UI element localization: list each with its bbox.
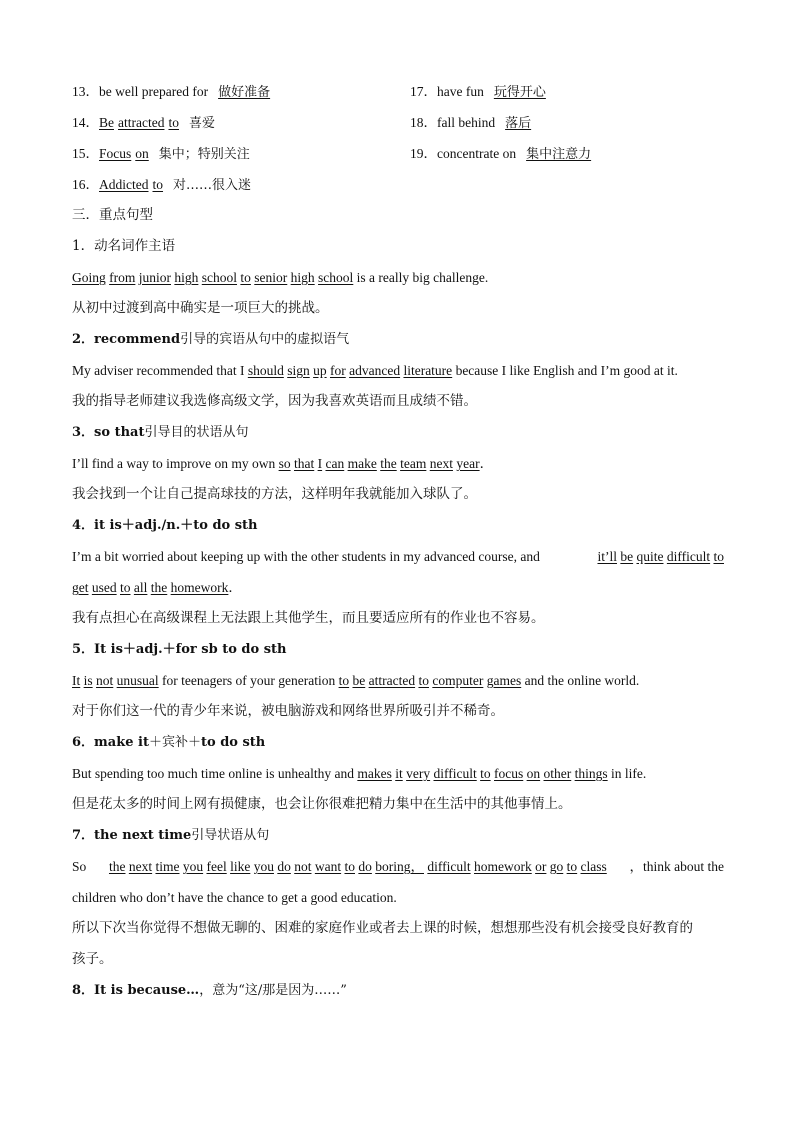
vocab-item-19: 19．concentrate on 集中注意力	[410, 146, 592, 162]
underlined-word: team	[400, 456, 427, 471]
underlined-word: it’ll	[597, 549, 617, 564]
pattern-5-underlined-1	[72, 673, 159, 688]
underlined-word: next	[128, 859, 153, 874]
underlined-word: homework	[474, 859, 532, 874]
pattern-5-title: 5．It is＋adj.＋for sb to do sth	[72, 642, 287, 657]
underlined-word: for	[329, 363, 346, 378]
pattern-2-underlined	[248, 363, 452, 378]
pattern-2-translation: 我的指导老师建议我选修高级文学，因为我喜欢英语而且成绩不错。	[72, 393, 477, 409]
underlined-word: not	[96, 673, 114, 688]
pattern-3-translation: 我会找到一个让自己提高球技的方法，这样明年我就能加入球队了。	[72, 486, 477, 502]
underlined-word: that	[293, 456, 315, 471]
underlined-word: so	[278, 456, 291, 471]
vocab-item-13: 13．be well prepared for 做好准备	[72, 84, 271, 100]
underlined-word: difficult	[427, 859, 471, 874]
underlined-word: sign	[287, 363, 310, 378]
underlined-word: next	[429, 456, 453, 471]
underlined-word: used	[91, 580, 117, 595]
underlined-word: or	[535, 859, 547, 874]
pattern-7-underlined	[109, 851, 607, 882]
pattern-7-translation-line-2: 孩子。	[72, 951, 113, 967]
underlined-word: can	[325, 456, 345, 471]
underlined-word: difficult	[433, 766, 477, 781]
pattern-5-example: It is not unusual for teenagers of your generation to be attracted to computer games and the online world.	[72, 673, 640, 688]
underlined-word: get	[72, 580, 89, 595]
underlined-word: is	[83, 673, 93, 688]
underlined-word: from	[109, 270, 136, 285]
underlined-word: senior	[254, 270, 288, 285]
underlined-word: the	[150, 580, 168, 595]
underlined-word: it	[395, 766, 403, 781]
pattern-4-example-line-1: I’m a bit worried about keeping up with the other students in my advanced course, and it’ll be quite difficult to	[72, 541, 724, 572]
pattern-6-example: But spending too much time online is unhealthy and makes it very difficult to focus on other things in life.	[72, 766, 647, 781]
underlined-word: up	[313, 363, 327, 378]
underlined-word: boring，	[375, 859, 424, 874]
underlined-word: to	[120, 580, 131, 595]
underlined-word: high	[174, 270, 199, 285]
underlined-word: like	[230, 859, 251, 874]
underlined-word: do	[277, 859, 291, 874]
pattern-4-translation: 我有点担心在高级课程上无法跟上其他学生，而且要适应所有的作业也不容易。	[72, 610, 545, 626]
pattern-1-translation: 从初中过渡到高中确实是一项巨大的挑战。	[72, 300, 329, 316]
pattern-4-example-line-2: get used to all the homework．	[72, 580, 242, 595]
underlined-word: attracted	[368, 673, 416, 688]
underlined-word: you	[253, 859, 274, 874]
underlined-word: I	[317, 456, 323, 471]
pattern-2-title: 2．recommend引导的宾语从句中的虚拟语气	[72, 332, 350, 347]
underlined-word: Going	[72, 270, 106, 285]
underlined-word: be	[352, 673, 366, 688]
underlined-word: all	[133, 580, 148, 595]
document-page	[72, 76, 724, 1006]
underlined-word: school	[201, 270, 238, 285]
underlined-word: difficult	[666, 549, 711, 564]
underlined-word: unusual	[116, 673, 159, 688]
pattern-7-translation-line-1: 所以下次当你觉得不想做无聊的、困难的家庭作业或者去上课的时候，想想那些没有机会接受良好教育的	[72, 920, 693, 936]
underlined-word: to	[480, 766, 491, 781]
underlined-word: to	[713, 549, 724, 564]
underlined-word: the	[108, 859, 126, 874]
underlined-word: not	[294, 859, 312, 874]
vocab-row-16	[72, 169, 724, 200]
pattern-2-example: My adviser recommended that I should sign up for advanced literature because I like English and I’m good at it.	[72, 363, 678, 378]
section-title: 三．重点句型	[72, 207, 153, 223]
pattern-5-translation: 对于你们这一代的青少年来说，被电脑游戏和网络世界所吸引并不稀奇。	[72, 703, 504, 719]
underlined-word: to	[240, 270, 251, 285]
underlined-word: makes	[357, 766, 392, 781]
underlined-word: to	[566, 859, 578, 874]
underlined-word: to	[338, 673, 350, 688]
vocab-item-16: 16．Addicted to 对……很入迷	[72, 177, 252, 193]
underlined-word: games	[486, 673, 522, 688]
underlined-word: to	[418, 673, 429, 688]
underlined-word: make	[347, 456, 377, 471]
pattern-7-example-line-2: children who don’t have the chance to get a good education.	[72, 890, 397, 905]
underlined-word: feel	[206, 859, 227, 874]
underlined-word: you	[182, 859, 204, 874]
pattern-7-title: 7．the next time引导状语从句	[72, 828, 270, 843]
pattern-3-title: 3．so that引导目的状语从句	[72, 425, 249, 440]
underlined-word: want	[314, 859, 342, 874]
underlined-word: go	[549, 859, 564, 874]
underlined-word: other	[543, 766, 572, 781]
underlined-word: advanced	[349, 363, 401, 378]
underlined-word: very	[406, 766, 431, 781]
underlined-word: It	[72, 673, 81, 688]
pattern-4-underlined-1	[597, 541, 724, 572]
underlined-word: on	[526, 766, 541, 781]
pattern-7-example-line-1: So the next time you feel like you do not want to do boring， difficult homework or go to class ，think about the	[72, 851, 724, 882]
pattern-4-underlined-2	[72, 580, 228, 595]
underlined-word: year	[456, 456, 480, 471]
pattern-6-translation: 但是花太多的时间上网有损健康，也会让你很难把精力集中在生活中的其他事情上。	[72, 796, 572, 812]
pattern-1-underlined	[72, 270, 353, 285]
underlined-word: computer	[432, 673, 484, 688]
pattern-6-title: 6．make it＋宾补＋to do sth	[72, 735, 266, 750]
underlined-word: school	[318, 270, 354, 285]
underlined-word: quite	[636, 549, 664, 564]
pattern-4-title: 4．it is＋adj./n.＋to do sth	[72, 518, 258, 533]
underlined-word: focus	[494, 766, 524, 781]
underlined-word: homework	[170, 580, 229, 595]
underlined-word: junior	[138, 270, 171, 285]
pattern-1-title: 1．动名词作主语	[72, 238, 176, 254]
vocab-item-15: 15．Focus on 集中；特别关注	[72, 146, 250, 162]
underlined-word: things	[574, 766, 608, 781]
vocab-row-13-17	[72, 76, 724, 107]
underlined-word: do	[358, 859, 372, 874]
underlined-word: should	[247, 363, 284, 378]
underlined-word: time	[155, 859, 180, 874]
underlined-word: the	[380, 456, 397, 471]
underlined-word: high	[290, 270, 315, 285]
pattern-5-underlined-2	[339, 673, 522, 688]
underlined-word: literature	[403, 363, 453, 378]
pattern-3-underlined	[279, 456, 480, 471]
pattern-8-title: 8．It is because…，意为“这/那是因为……”	[72, 983, 347, 998]
pattern-6-underlined	[357, 766, 607, 781]
pattern-1-example: Going from junior high school to senior high school is a really big challenge.	[72, 270, 489, 285]
underlined-word: be	[620, 549, 634, 564]
vocab-item-18: 18．fall behind 落后	[410, 115, 532, 131]
vocab-item-14: 14．Be attracted to 喜爱	[72, 115, 215, 131]
underlined-word: to	[344, 859, 355, 874]
vocab-row-14-18	[72, 107, 724, 138]
vocab-item-17: 17．have fun 玩得开心	[410, 84, 546, 100]
underlined-word: class	[580, 859, 607, 874]
pattern-3-example: I’ll find a way to improve on my own so that I can make the team next year．	[72, 456, 494, 471]
vocab-row-15-19	[72, 138, 724, 169]
